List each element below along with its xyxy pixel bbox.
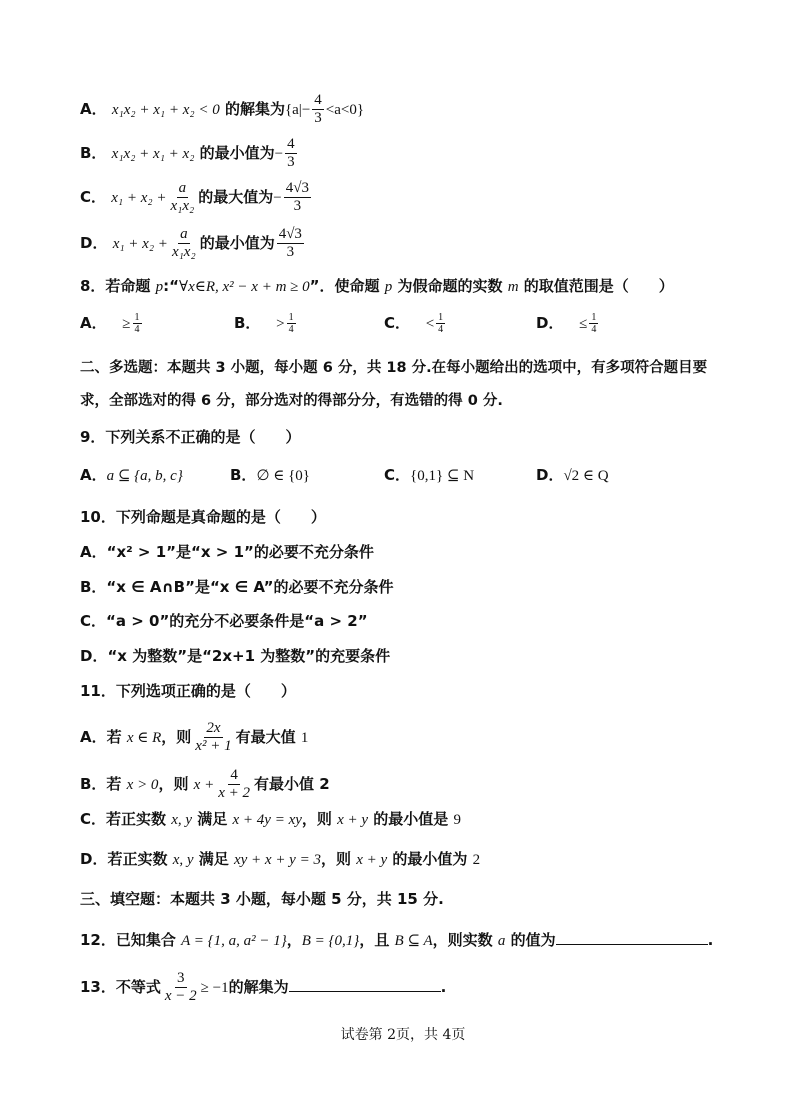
fraction: $\frac{3}{x - 2}$ (164, 970, 197, 1004)
option-label: A． (80, 100, 107, 118)
q7-option-c (80, 180, 766, 215)
page-footer: 试卷第 2页，共 4页 (340, 1027, 466, 1043)
fraction: $\frac{a}{\text{x₁x₂}}$ (170, 180, 195, 214)
section-2-heading-line-1: 二、多选题：本题共 3 小题，每小题 6 分，共 18 分.在每小题给出的选项中，有多项符合题目要 (80, 360, 708, 376)
q7-option-d (80, 226, 766, 261)
option-label: B． (80, 144, 107, 162)
q9-option-c: C．{0,1} ⊆ N (384, 466, 475, 484)
fraction: $\frac{a}{\text{x₁x₂}}$ (171, 226, 196, 260)
fraction: $\frac{4}{3}$ (287, 136, 295, 170)
q11-option-a: A．若 x ∈ R，则 $\frac{2x}{\text{x² + 1}}$ 有最大值 1 (80, 720, 309, 754)
q7-option-a (80, 92, 766, 127)
q9-option-a: A．a ⊆ {a, b, c} (80, 466, 183, 484)
q11-option-d: D．若正实数 x, y 满足 xy + x + y = 3，则 x + y 的最小值为 2 (80, 850, 481, 868)
q8-option-a: A． ≥ $\frac{1}{4}$ (80, 312, 140, 335)
q10-option-d: D．“x 为整数”是“2x+1 为整数”的充要条件 (80, 647, 391, 665)
q8-options (80, 312, 766, 346)
option-text: 的最小值为 (199, 144, 275, 162)
q9-option-b: B．∅ ∈ {0} (230, 466, 311, 484)
math-set-open: {a|− (284, 102, 311, 118)
minus-sign: − (273, 190, 282, 206)
math-expression: x₁x₂ + x₁ + x₂ < 0 (111, 102, 220, 118)
q10-option-c: C．“a > 0”的充分不必要条件是“a > 2” (80, 612, 368, 630)
option-text: 的解集为 (224, 100, 285, 118)
minus-sign: − (274, 146, 284, 162)
q10-option-a: A．“x² > 1”是“x > 1”的必要不充分条件 (80, 543, 374, 561)
q13: 13．不等式 $\frac{3}{x - 2}$ ≥ −1的解集为 . (80, 970, 447, 1004)
fraction: $\frac{4}{x + 2}$ (218, 767, 250, 801)
fraction: $\frac{2x}{\text{x² + 1}}$ (195, 720, 232, 754)
option-label: D． (80, 234, 108, 252)
math-set-close: <a<0} (325, 102, 365, 118)
fraction: $\frac{1}{4}$ (438, 312, 444, 335)
q8-stem: 8．若命题 p:“∀x∈R, x² − x + m ≥ 0”．使命题 p 为假命题的实数 m 的取值范围是（ ） (80, 277, 674, 295)
answer-blank[interactable] (289, 975, 441, 992)
q8-option-d: D． ≤ $\frac{1}{4}$ (536, 312, 597, 335)
q8-option-b: B． > $\frac{1}{4}$ (234, 312, 294, 335)
q9-option-d: D．√2 ∈ Q (536, 466, 609, 484)
q7-option-b (80, 136, 766, 171)
fraction: $\frac{1}{4}$ (134, 312, 140, 335)
fraction: $\frac{4}{3}$ (314, 92, 322, 126)
fraction: $\frac{4√3}{3}$ (285, 180, 309, 214)
q12: 12．已知集合 A = {1, a, a² − 1}，B = {0,1}，且 B ⊆ A，则实数 a 的值为 . (80, 928, 766, 952)
fraction: $\frac{4√3}{3}$ (278, 226, 302, 260)
section-3-heading: 三、填空题：本题共 3 小题，每小题 5 分，共 15 分. (80, 890, 444, 908)
q11-stem: 11．下列选项正确的是（ ） (80, 682, 296, 700)
math-expression: ∀x∈R, x² − x + m ≥ 0 (179, 279, 310, 295)
math-expression: x₁ + x₂ + (112, 236, 168, 252)
option-label: C． (80, 188, 107, 206)
fraction: $\frac{1}{4}$ (288, 312, 294, 335)
q11-option-c: C．若正实数 x, y 满足 x + 4y = xy，则 x + y 的最小值是 9 (80, 810, 462, 828)
option-text: 的最大值为 (198, 188, 274, 206)
math-expression: x₁x₂ + x₁ + x₂ (111, 146, 195, 162)
fraction: $\frac{1}{4}$ (591, 312, 597, 335)
q11-option-b: B．若 x > 0，则 x + $\frac{4}{x + 2}$ 有最小值 2 (80, 767, 330, 801)
section-2-heading-line-2: 求，全部选对的得 6 分，部分选对的得部分分，有选错的得 0 分. (80, 393, 503, 409)
option-text: 的最小值为 (199, 234, 275, 252)
q8-option-c: C． < $\frac{1}{4}$ (384, 312, 444, 335)
q10-option-b: B．“x ∈ A∩B”是“x ∈ A”的必要不充分条件 (80, 578, 394, 596)
answer-blank[interactable] (556, 928, 708, 945)
math-expression: x₁ + x₂ + (111, 190, 167, 206)
q9-stem: 9．下列关系不正确的是（ ） (80, 428, 301, 446)
q10-stem: 10．下列命题是真命题的是（ ） (80, 508, 326, 526)
